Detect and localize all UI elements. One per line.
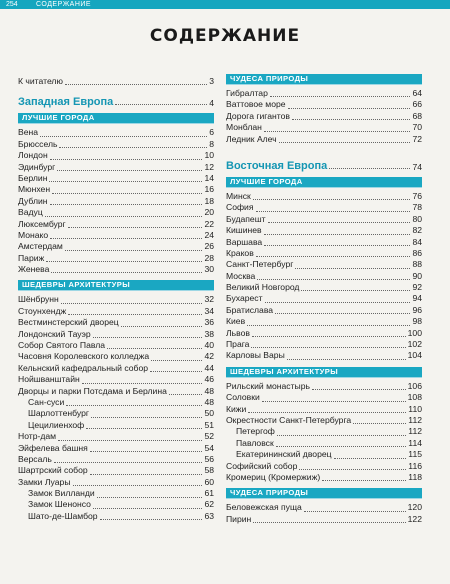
toc-entry-page: 72 [412,133,422,144]
toc-entry[interactable] [18,340,214,351]
toc-entry-label: Лондонский Тауэр [18,328,91,339]
toc-entry-label: Лондон [18,150,48,161]
toc-entry-page: 110 [408,403,422,414]
leader-dots [107,348,202,349]
toc-list-nature-west [226,88,422,145]
toc-entry-label: Рильский монастырь [226,380,310,391]
toc-entry[interactable] [18,162,214,173]
toc-entry-page: 94 [412,293,422,304]
toc-entry-page: 122 [407,513,422,524]
toc-entry-page: 38 [204,328,214,339]
toc-entry-label: Монако [18,229,49,240]
toc-entry-page: 104 [407,350,422,361]
leader-dots [97,497,203,498]
leader-dots [86,428,202,429]
toc-entry-label: Кромериц (Кромержиж) [226,471,321,482]
toc-entry[interactable] [18,408,214,419]
header-page-number: 254 [6,1,18,8]
leader-dots [287,359,406,360]
leader-dots [93,508,203,509]
toc-entry-page: 76 [412,190,422,201]
toc-entry-page: 61 [204,488,214,499]
toc-entry[interactable] [18,150,214,161]
leader-dots [253,522,405,523]
toc-entry-page: 54 [204,442,214,453]
toc-entry-page: 60 [204,476,214,487]
toc-entry-page: 66 [412,99,422,110]
toc-entry-page: 51 [204,419,214,430]
section-heading-nature-west: ЧУДЕСА ПРИРОДЫ [226,74,422,85]
toc-entry[interactable] [18,477,214,488]
leader-dots [90,451,203,452]
leader-dots [59,147,207,148]
leader-dots [90,474,203,475]
toc-entry-label: Великий Новгород [226,282,300,293]
section-heading-cities-east: ЛУЧШИЕ ГОРОДА [226,177,422,188]
leader-dots [247,325,410,326]
leader-dots [45,216,203,217]
toc-entry[interactable] [18,488,214,499]
toc-entry[interactable] [226,426,422,437]
leader-dots [253,199,411,200]
leader-dots [68,314,202,315]
leader-dots [65,250,203,251]
toc-entry[interactable] [226,282,422,293]
toc-entry-label: Нотр-дам [18,431,57,442]
toc-entry[interactable] [226,305,422,316]
toc-entry[interactable] [18,127,214,138]
leader-dots [262,401,406,402]
toc-entry[interactable] [226,88,422,99]
toc-entry-page: 40 [204,340,214,351]
toc-entry-page: 22 [204,218,214,229]
toc-entry[interactable] [18,511,214,522]
toc-entry-label: Сан-суси [28,396,65,407]
toc-entry-label: Краков [226,247,254,258]
toc-entry[interactable] [226,438,422,449]
toc-entry-label: Кижи [226,403,247,414]
leader-dots [264,234,411,235]
toc-entry-page: 112 [408,426,422,437]
toc-entry[interactable] [18,173,214,184]
leader-dots [73,485,203,486]
toc-entry-page: 6 [209,127,214,138]
toc-entry-page: 78 [412,202,422,213]
toc-entry-label: Пирин [226,513,252,524]
toc-entry-page: 48 [204,385,214,396]
toc-entry-label: Стоунхендж [18,305,67,316]
toc-entry-label: Ваттовое море [226,99,286,110]
toc-entry-page: 90 [412,270,422,281]
toc-entry[interactable] [226,339,422,350]
toc-entry-page: 62 [204,499,214,510]
leader-dots [265,302,411,303]
toc-entry-page: 16 [204,184,214,195]
toc-entry-page: 106 [407,380,422,391]
toc-entry-label: Вестминстерский дворец [18,317,119,328]
toc-entry-page: 112 [408,414,422,425]
toc-entry-label: Часовня Королевского колледжа [18,351,150,362]
toc-entry[interactable] [18,329,214,340]
toc-entry[interactable] [18,363,214,374]
toc-entry-page: 52 [204,431,214,442]
leader-dots [91,417,202,418]
leader-dots [66,405,202,406]
toc-entry-page: 58 [204,465,214,476]
toc-entry-label: Будапешт [226,213,266,224]
toc-entry-label: Карловы Вары [226,350,285,361]
toc-entry-page: 114 [408,437,422,448]
top-header-bar [0,0,450,9]
toc-entry[interactable] [226,134,422,145]
toc-entry-page: 24 [204,229,214,240]
toc-entry-page: 44 [204,362,214,373]
toc-entry-page: 46 [204,374,214,385]
toc-entry-label: Женева [18,264,50,275]
leader-dots [50,204,203,205]
toc-entry[interactable] [18,253,214,264]
toc-entry[interactable] [18,196,214,207]
toc-list-architecture-east [226,381,422,484]
toc-entry-label: Вена [18,127,39,138]
leader-dots [257,279,410,280]
toc-entry-label: Москва [226,270,256,281]
leader-dots [58,440,202,441]
leader-dots [51,272,202,273]
leader-dots [61,303,203,304]
toc-entry[interactable] [226,99,422,110]
toc-entry-page: 108 [407,392,422,403]
toc-entry-label: Замок Шенонсо [28,499,91,510]
leader-dots [276,446,407,447]
toc-entry[interactable] [226,350,422,361]
toc-entry-page: 18 [204,195,214,206]
toc-entry-label: Дорога гигантов [226,110,290,121]
toc-entry[interactable] [18,386,214,397]
leader-dots [304,511,406,512]
toc-entry-label: Дворцы и парки Потсдама и Берлина [18,385,167,396]
leader-dots [279,142,411,143]
toc-entry-intro[interactable]: К читателю 3 [18,75,214,86]
leader-dots [252,336,406,337]
leader-dots [268,222,411,223]
toc-entry[interactable] [18,230,214,241]
toc-entry-label: Дублин [18,195,48,206]
toc-list-architecture-west [18,294,214,522]
toc-entry-page: 100 [407,327,422,338]
toc-entry-page: 42 [204,351,214,362]
toc-entry-page: 36 [204,317,214,328]
toc-entry[interactable] [226,248,422,259]
toc-entry-page: 50 [204,408,214,419]
toc-entry-page: 48 [204,396,214,407]
toc-entry-label: Беловежская пуща [226,502,302,513]
toc-entry[interactable] [18,500,214,511]
toc-entry-page: 63 [204,510,214,521]
toc-entry-label: Брюссель [18,138,58,149]
toc-entry-label: Варшава [226,236,263,247]
toc-entry[interactable] [18,184,214,195]
toc-entry-label: Шато-де-Шамбор [28,510,98,521]
leader-dots [299,469,406,470]
leader-dots [288,108,411,109]
leader-dots [277,435,406,436]
toc-entry-page: 92 [412,282,422,293]
leader-dots [334,458,407,459]
leader-dots [353,423,406,424]
toc-entry[interactable] [226,381,422,392]
toc-entry-page: 34 [204,305,214,316]
toc-entry[interactable] [18,264,214,275]
toc-entry-label: Люксембург [18,218,66,229]
toc-entry[interactable] [226,415,422,426]
toc-entry[interactable] [18,374,214,385]
section-heading-architecture-west: ШЕДЕВРЫ АРХИТЕКТУРЫ [18,280,214,291]
toc-entry-page: 118 [408,471,422,482]
section-heading-nature-east: ЧУДЕСА ПРИРОДЫ [226,488,422,499]
leader-dots [121,326,203,327]
leader-dots [169,394,203,395]
page-title: СОДЕРЖАНИЕ [149,26,301,46]
toc-entry-label: Ледник Алеч [226,133,277,144]
toc-entry[interactable] [226,122,422,133]
toc-entry[interactable] [18,420,214,431]
toc-entry-label: Софийский собор [226,460,298,471]
section-heading-cities-west: ЛУЧШИЕ ГОРОДА [18,113,214,124]
toc-entry-page: 116 [408,460,422,471]
toc-entry-page: 56 [204,453,214,464]
toc-entry[interactable] [18,443,214,454]
toc-entry-label: Бухарест [226,293,263,304]
toc-entry-label: Кишинев [226,225,262,236]
toc-entry-page: 80 [412,213,422,224]
toc-entry-label: Нойшванштайн [18,374,80,385]
toc-entry[interactable] [226,214,422,225]
leader-dots [264,131,411,132]
toc-entry[interactable] [226,328,422,339]
toc-entry[interactable] [226,111,422,122]
toc-entry[interactable] [18,431,214,442]
toc-entry[interactable] [226,225,422,236]
leader-dots [270,96,411,97]
leader-dots [49,181,202,182]
toc-entry-page: 70 [412,122,422,133]
toc-entry[interactable] [226,202,422,213]
toc-entry-page: 102 [407,339,422,350]
leader-dots [151,360,202,361]
leader-dots [248,412,406,413]
toc-entry-page: 88 [412,259,422,270]
toc-entry-label: Соловки [226,392,260,403]
toc-entry-page: 98 [412,316,422,327]
toc-entry-label: Шёнбрунн [18,294,59,305]
toc-entry-label: Минск [226,190,251,201]
leader-dots [52,193,202,194]
toc-list-cities-west [18,127,214,275]
toc-entry-label: Замки Луары [18,476,71,487]
toc-entry-label: Монблан [226,122,262,133]
toc-entry-label: Эйфелева башня [18,442,88,453]
toc-entry-page: 84 [412,236,422,247]
toc-entry[interactable] [226,293,422,304]
leader-dots [256,211,411,212]
toc-entry-label: Эдинбург [18,161,56,172]
toc-entry[interactable] [226,502,422,513]
toc-entry-label: Петергоф [236,426,275,437]
toc-entry-label: Версаль [18,453,52,464]
leader-dots [100,519,203,520]
toc-entry-page: 86 [412,247,422,258]
toc-entry[interactable] [226,514,422,525]
toc-entry-page: 28 [204,252,214,263]
leader-dots [264,245,410,246]
leader-dots [150,371,202,372]
leader-dots [251,347,405,348]
header-section-title: СОДЕРЖАНИЕ [36,1,92,8]
toc-entry-label: Павловск [236,437,274,448]
leader-dots [50,238,202,239]
toc-entry-label: Екатерининский дворец [236,449,332,460]
toc-entry-label: Собор Святого Павла [18,340,106,351]
leader-dots [312,389,406,390]
toc-entry-label: Львов [226,327,250,338]
toc-right-column [226,76,422,525]
toc-entry-label: Цецилиенхоф [28,419,85,430]
toc-entry-label: Санкт-Петербург [226,259,294,270]
toc-left-column [18,76,214,522]
toc-entry-label: Кельнский кафедральный собор [18,362,149,373]
toc-entry-label: Шартрский собор [18,465,88,476]
toc-entry[interactable] [18,306,214,317]
toc-entry[interactable] [18,139,214,150]
leader-dots [295,268,410,269]
leader-dots [68,227,203,228]
toc-list-nature-east [226,502,422,525]
toc-entry[interactable] [18,397,214,408]
toc-entry-page: 68 [412,110,422,121]
leader-dots [93,337,203,338]
toc-entry-page: 26 [204,241,214,252]
toc-entry-page: 14 [204,172,214,183]
toc-list-cities-east [226,191,422,362]
leader-dots [40,136,207,137]
toc-entry-label: Шарлоттенбург [28,408,89,419]
toc-entry-label: Амстердам [18,241,63,252]
toc-entry-label: Прага [226,339,250,350]
toc-entry[interactable] [18,219,214,230]
toc-entry[interactable] [226,259,422,270]
toc-entry[interactable] [226,191,422,202]
leader-dots [82,383,203,384]
toc-entry-page: 64 [412,87,422,98]
leader-dots [322,480,406,481]
toc-entry[interactable] [226,392,422,403]
toc-entry[interactable] [226,237,422,248]
leader-dots [292,119,410,120]
toc-entry-label: Замок Вилланди [28,488,95,499]
toc-entry-label: Вадуц [18,207,43,218]
toc-entry-label: Киев [226,316,246,327]
toc-entry-label: Париж [18,252,45,263]
toc-entry-page: 32 [204,294,214,305]
toc-entry-page: 82 [412,225,422,236]
toc-entry[interactable] [226,404,422,415]
toc-entry-label: Берлин [18,172,48,183]
leader-dots [275,313,410,314]
toc-entry[interactable] [226,449,422,460]
leader-dots [301,290,410,291]
toc-entry-label: Братислава [226,304,274,315]
toc-region-west[interactable]: Западная Европа 4 [18,96,214,109]
section-heading-architecture-east: ШЕДЕВРЫ АРХИТЕКТУРЫ [226,367,422,378]
leader-dots [57,170,202,171]
toc-entry-page: 30 [204,264,214,275]
leader-dots [46,261,202,262]
toc-entry-page: 20 [204,207,214,218]
toc-entry[interactable] [18,294,214,305]
toc-entry-page: 96 [412,304,422,315]
toc-region-east[interactable]: Восточная Европа 74 [226,159,422,172]
toc-entry-page: 115 [408,449,422,460]
toc-entry[interactable] [226,472,422,483]
toc-entry[interactable] [226,271,422,282]
toc-entry[interactable] [18,317,214,328]
toc-entry-label: София [226,202,254,213]
toc-entry[interactable] [18,465,214,476]
toc-entry[interactable] [18,207,214,218]
leader-dots [54,462,203,463]
toc-entry[interactable] [226,461,422,472]
toc-entry-page: 8 [209,138,214,149]
toc-entry-label: Мюнхен [18,184,51,195]
toc-entry[interactable] [18,351,214,362]
toc-entry-label: Гибралтар [226,87,268,98]
toc-entry-page: 12 [204,161,214,172]
toc-entry-page: 120 [407,502,422,513]
toc-entry[interactable] [226,316,422,327]
leader-dots [50,159,203,160]
leader-dots [256,256,411,257]
toc-entry-label: Окрестности Санкт-Петербурга [226,414,352,425]
toc-entry[interactable] [18,241,214,252]
toc-entry[interactable] [18,454,214,465]
toc-entry-page: 10 [204,150,214,161]
